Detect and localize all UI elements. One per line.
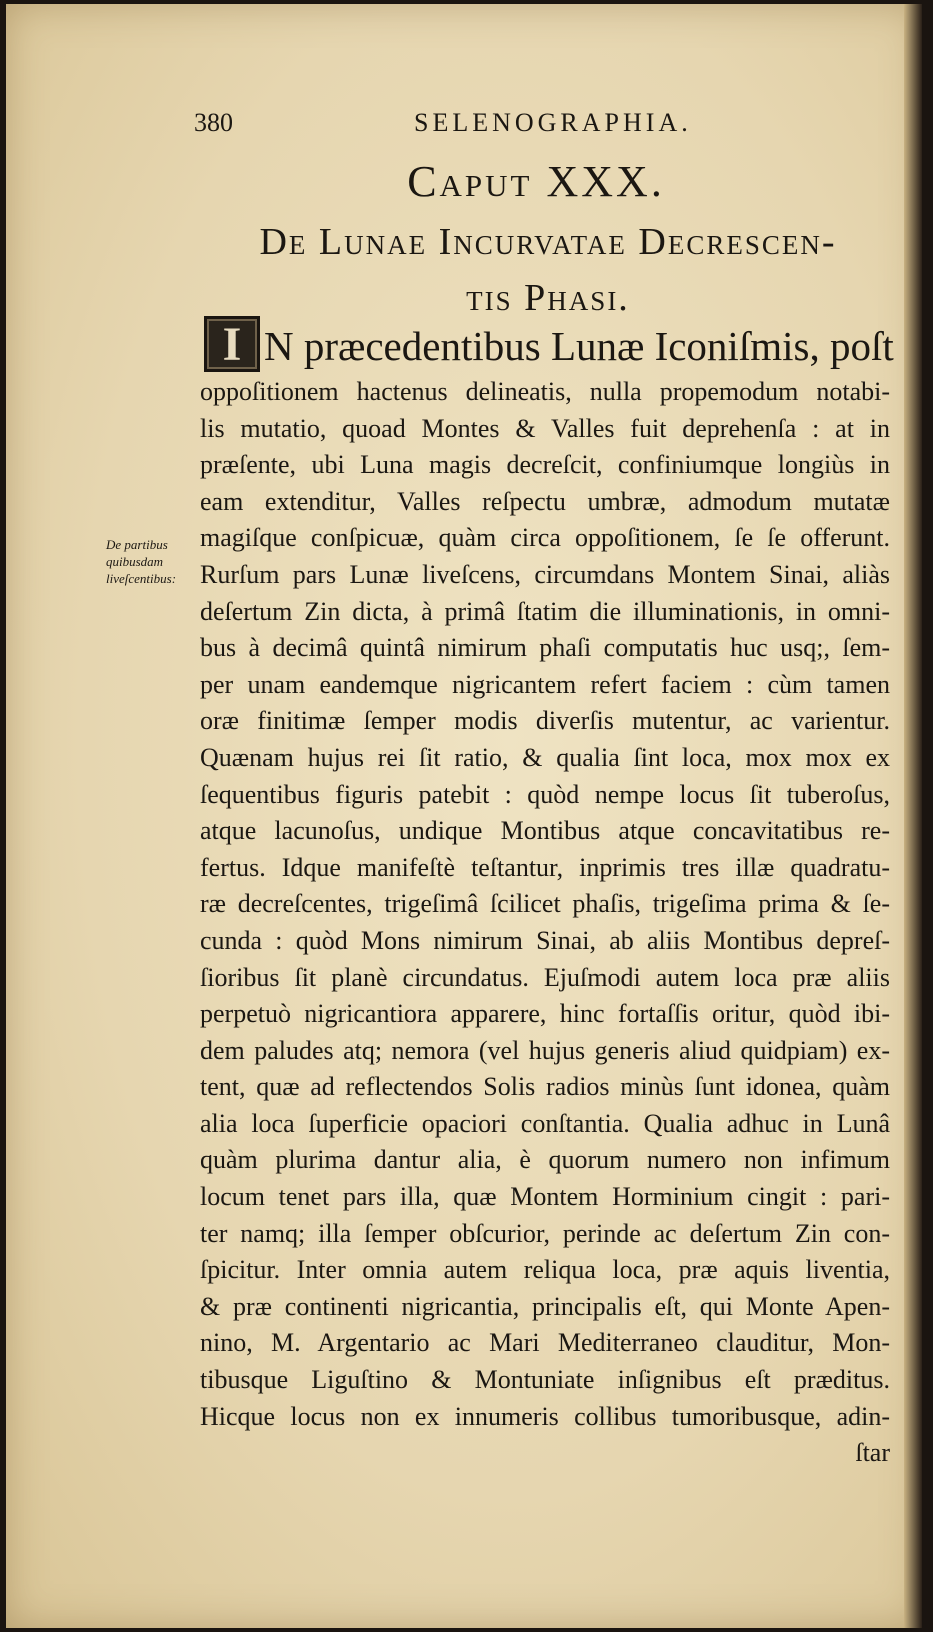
body-line: cunda : quòd Mons nimirum Sinai, ab aliis Montibus depreſ-	[200, 925, 890, 955]
body-line: & præ continenti nigricantia, principalis eſt, qui Monte Apen-	[200, 1291, 890, 1321]
body-line: ſioribus ſit planè circundatus. Ejuſmodi autem loca præ aliis	[200, 962, 890, 992]
body-line: ſtar	[855, 1438, 890, 1468]
body-line: magiſque conſpicuæ, quàm circa oppoſitionem, ſe ſe offerunt.	[200, 523, 890, 553]
running-title: SELENOGRAPHIA.	[414, 108, 692, 137]
body-line: ſequentibus figuris patebit : quòd nempe locus ſit tuberoſus,	[200, 779, 890, 809]
margin-note	[106, 536, 190, 587]
chapter-heading: Caput XXX.	[407, 157, 665, 206]
body-line: eam extenditur, Valles reſpectu umbræ, admodum mutatæ	[200, 486, 890, 516]
chapter-title-line: tis Phasi.	[466, 277, 630, 319]
margin-note-line: liveſcentibus:	[106, 571, 177, 586]
body-line: Hicque locus non ex innumeris collibus tumoribusque, adin-	[200, 1401, 890, 1431]
body-line: Rurſum pars Lunæ liveſcens, circumdans Montem Sinai, aliàs	[200, 559, 890, 589]
margin-note-line: quibusdam	[106, 554, 164, 569]
drop-cap-initial: I	[204, 316, 260, 372]
body-line: deſertum Zin dicta, à primâ ſtatim die illuminationis, in omni-	[200, 596, 890, 626]
body-line: nino, M. Argentario ac Mari Mediterraneo clauditur, Mon-	[200, 1328, 890, 1358]
body-line: locum tenet pars illa, quæ Montem Horminium cingit : pari-	[200, 1182, 890, 1212]
body-line: ter namq; illa ſemper obſcurior, perinde ac deſertum Zin con-	[200, 1218, 890, 1248]
page-spine-shadow	[904, 4, 922, 1628]
chapter-title	[198, 214, 898, 326]
body-line: atque lacunoſus, undique Montibus atque concavitatibus re-	[200, 816, 890, 846]
body-line: tent, quæ ad reflectendos Solis radios minùs ſunt idonea, quàm	[200, 1072, 890, 1102]
body-line: oppoſitionem hactenus delineatis, nulla propemodum notabi-	[200, 377, 890, 406]
body-line: ſpicitur. Inter omnia autem reliqua loca, præ aquis liventia,	[200, 1255, 890, 1285]
body-line: lis mutatio, quoad Montes & Valles fuit deprehenſa : at in	[200, 413, 890, 443]
body-line: ræ decreſcentes, trigeſimâ ſcilicet phaſis, trigeſima prima & ſe-	[200, 889, 890, 919]
chapter-title-line: De Lunae Incurvatae Decrescen-	[259, 221, 837, 263]
first-line: N præcedentibus Lunæ Iconiſmis, poſt	[264, 323, 894, 369]
body-line: bus à decimâ quintâ nimirum phaſi computatis huc usq;, ſem-	[200, 633, 890, 663]
body-line: fertus. Idque manifeſtè teſtantur, inprimis tres illæ quadratu-	[200, 852, 890, 882]
body-line: oræ finitimæ ſemper modis diverſis mutentur, ac varientur.	[200, 706, 890, 736]
body-line: perpetuò nigricantiora apparere, hinc fortaſſis oritur, quòd ibi-	[200, 999, 890, 1029]
body-line: per unam eandemque nigricantem refert faciem : cùm tamen	[200, 669, 890, 699]
page-number: 380	[194, 108, 233, 137]
body-line: præſente, ubi Luna magis decreſcit, confiniumque longiùs in	[200, 450, 890, 480]
body-line: dem paludes atq; nemora (vel hujus generis aliud quidpiam) ex-	[200, 1035, 890, 1065]
body-line: tibusque Liguſtino & Montuniate inſignibus eſt præditus.	[200, 1365, 890, 1395]
body-text	[200, 374, 890, 1472]
body-line: Quænam hujus rei ſit ratio, & qualia ſint loca, mox mox ex	[200, 742, 890, 772]
body-line: alia loca ſuperficie opaciori conſtantia. Qualia adhuc in Lunâ	[200, 1108, 890, 1138]
book-page	[6, 4, 922, 1628]
body-line: quàm plurima dantur alia, è quorum numero non infimum	[200, 1145, 890, 1175]
margin-note-line: De partibus	[106, 537, 168, 552]
